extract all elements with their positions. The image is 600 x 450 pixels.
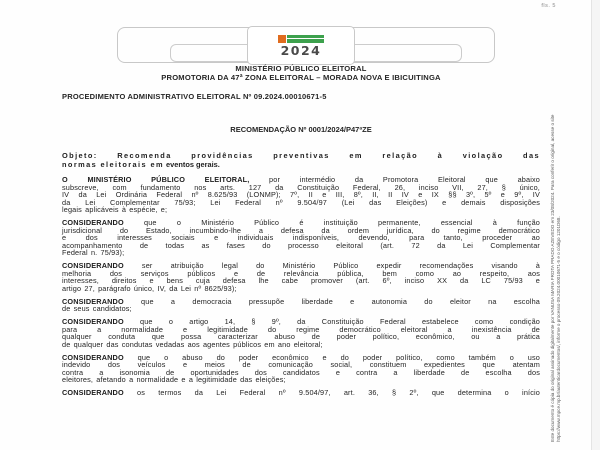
paragraph-line: eleitores, afetando a normalidade e a legitimidade das eleições;	[62, 375, 286, 385]
paragraph-line: acompanhamento de todas as fases do processo eleitoral (art. 72 da Lei Complementar	[62, 240, 540, 250]
eleicoes-2024-logo	[247, 26, 355, 65]
paragraph	[62, 262, 540, 292]
side-note-line: https://www.mpce.mp.br/autenticardocumentos/, informe o processo 09.2024.00010671-5 e o código 1201D68.	[555, 216, 561, 442]
paragraph-line: legais aplicáveis à espécie, e;	[62, 205, 168, 215]
paragraph-line: O MINISTÉRIO PÚBLICO ELEITORAL, por intermédio da Promotora Eleitoral que abaixo	[62, 175, 540, 185]
paragraph-line: e dos interesses sociais e individuais indisponíveis, devendo, para tanto, proceder ao	[62, 233, 540, 243]
document-title: RECOMENDAÇÃO Nº 0001/2024/P47ªZE	[230, 125, 372, 134]
procedure-number-line: PROCEDIMENTO ADMINISTRATIVO ELEITORAL Nº 09.2024.00010671-5	[62, 92, 327, 101]
paragraph-line: CONSIDERANDO que o abuso do poder econômico e do poder político, como também o uso	[62, 352, 540, 362]
paragraph-line: CONSIDERANDO que o Ministério Público é instituição permanente, essencial à função	[62, 218, 540, 228]
paragraph	[62, 219, 540, 257]
signature-side-note	[550, 110, 561, 442]
paragraph-line: de seus candidatos;	[62, 304, 132, 314]
paragraph-line: contra a isonomia de oportunidades dos candidatos e contra a liberdade de escolha dos	[62, 367, 540, 377]
paragraph-line: artigo 27, parágrafo único, IV, da Lei nº 8625/93);	[62, 283, 237, 293]
paragraph	[62, 389, 540, 397]
paragraph-line: CONSIDERANDO os termos da Lei Federal nº 9.504/97, art. 36, § 2º, que determina o início	[62, 388, 540, 398]
scan-edge	[591, 0, 600, 450]
document-body	[62, 92, 540, 397]
paragraph-line: CONSIDERANDO que a democracia pressupõe liberdade e autonomia do eleitor na escolha	[62, 296, 540, 306]
paragraph-line: Federal n. 75/93);	[62, 248, 125, 258]
paragraph-line: de qualquer das condutas vedadas aos agentes públicos em ano eleitoral;	[62, 339, 323, 349]
org-subtitle: PROMOTORIA DA 47ª ZONA ELEITORAL – MORADA NOVA E IBICUITINGA	[161, 73, 441, 82]
paragraph	[62, 354, 540, 384]
paragraph-line: CONSIDERANDO que o artigo 14, § 9º, da Constituição Federal estabelece como condição	[62, 317, 540, 327]
side-note-line: Este documento é cópia do original assinado digitalmente por VANUSA MARIA FROTA PRADO AZEVEDO em 23/08/2024. Para conferir o original, acesse o site	[550, 114, 555, 442]
paragraph	[62, 176, 540, 214]
paragraph	[62, 318, 540, 348]
paragraph	[62, 298, 540, 313]
paragraph-line: interesses, direitos e bens cuja defesa lhe cabe promover (art. 6º, inciso XX da LC 75/93 e	[62, 276, 540, 286]
paragraph-line: IV da Lei Ordinária Federal nº 8.625/93 (LONMP); 7º, II e III, 8º, II, II IV e IX §§ 3º, 5º e 9º, IV	[62, 190, 540, 200]
org-name: MINISTÉRIO PÚBLICO ELEITORAL	[235, 64, 367, 73]
logo-green-bars	[287, 35, 324, 43]
paragraph-line: para a normalidade e legitimidade do regime democrático eleitoral a inexistência de	[62, 324, 540, 334]
objeto-line: Objeto: Recomenda providências preventivas em relação à violação das	[62, 151, 540, 160]
paragraph-line: jurisdicional do Estado, incumbindo-lhe a defesa da ordem jurídica, do regime democrático	[62, 225, 540, 235]
logo-orange-square	[278, 35, 286, 43]
paragraph-line: da Lei Complementar 75/93; Lei Federal nº 9.504/97 (Lei das Eleições) e demais disposições	[62, 197, 540, 207]
paragraph-line: CONSIDERANDO ser atribuição legal do Ministério Público expedir recomendações visando à	[62, 261, 540, 271]
logo-bars-row	[278, 35, 324, 43]
paragraph-line: indevido dos veículos e meios de comunicação social, constituem expedientes que atentam	[62, 360, 540, 370]
objeto-paragraph	[62, 152, 540, 170]
paragraph-line: subscreve, com fundamento nos arts. 127 da Constituição Federal, 26, inciso VII, 27, § único,	[62, 182, 540, 192]
paragraphs-container	[62, 176, 540, 397]
paragraph-line: qualquer conduta que possa caracterizar abuso de poder político, econômico, ou a prática	[62, 332, 540, 342]
paragraph-line: melhoria dos serviços públicos e de relevância pública, bem como ao respeito, aos	[62, 268, 540, 278]
page-number-note: fls. 5	[541, 3, 556, 9]
logo-year-text: 2024	[280, 42, 322, 58]
objeto-line: normas eleitorais em eventos gerais.	[62, 159, 220, 169]
